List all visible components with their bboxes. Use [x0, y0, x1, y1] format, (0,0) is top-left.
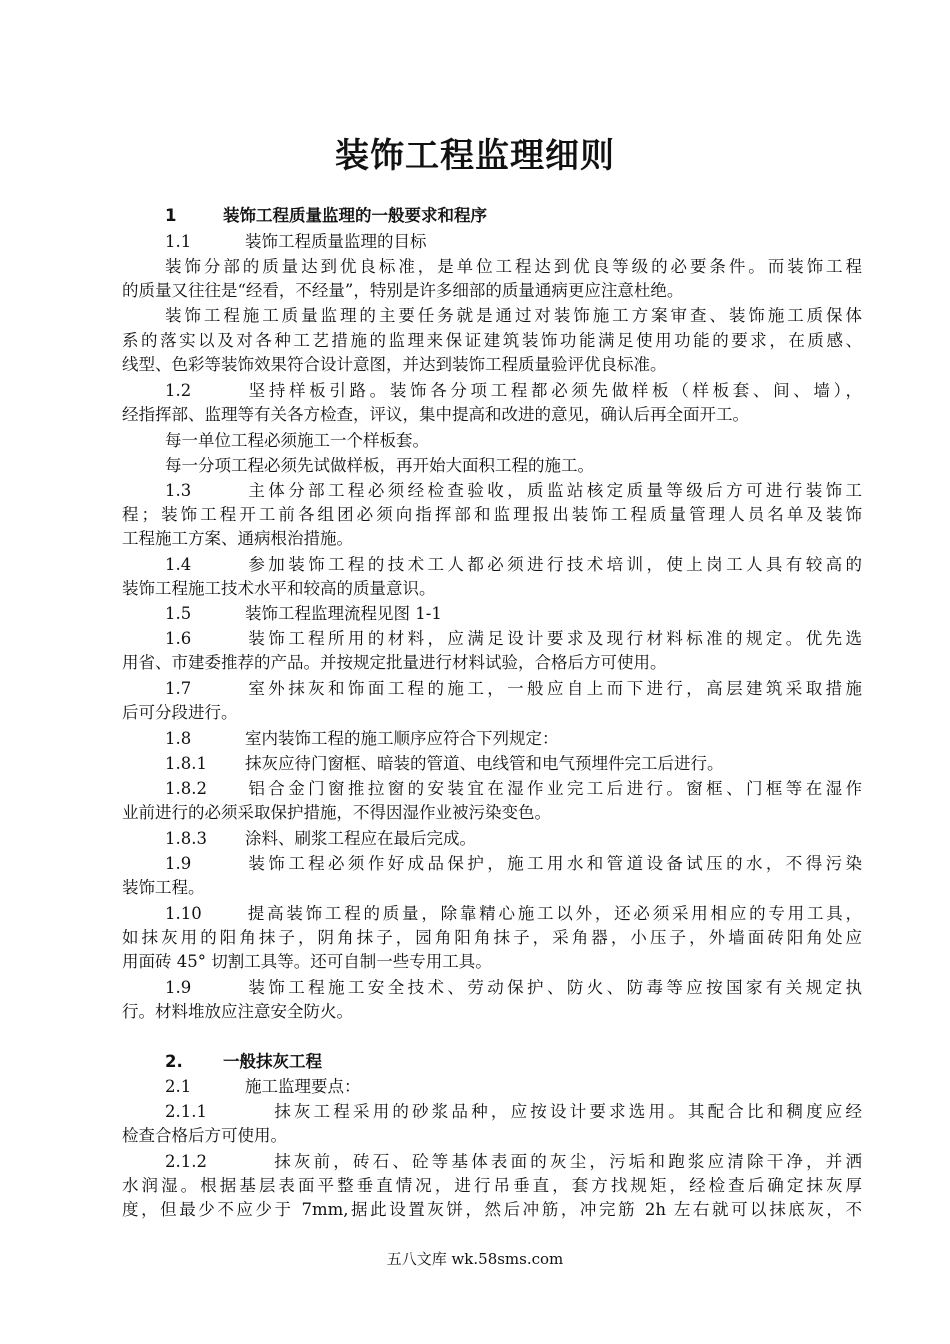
section-1-10-line-1: 1.10 提高装饰工程的质量，除靠精心施工以外，还必须采用相应的专用工具， — [165, 904, 862, 923]
section-2-1-2-line-2: 水润湿。根据基层表面平整垂直情况，进行吊垂直，套方找规矩，经检查后确定抹灰厚 — [122, 1176, 862, 1195]
section-1-8: 1.8 室内装饰工程的施工顺序应符合下列规定： — [165, 729, 559, 748]
section-1-8-2-line-2: 业前进行的必须采取保护措施，不得因湿作业被污染变色。 — [122, 803, 551, 822]
section-1-8-2-line-1: 1.8.2 铝合金门窗推拉窗的安装宜在湿作业完工后进行。窗框、门框等在湿作 — [165, 779, 862, 798]
section-1-2-line-2: 经指挥部、监理等有关各方检查，评议，集中提高和改进的意见，确认后再全面开工。 — [122, 405, 749, 424]
footer-watermark: 五八文库 wk.58sms.com — [386, 1250, 564, 1268]
section-1-3-line-1: 1.3 主体分部工程必须经检查验收，质监站核定质量等级后方可进行装饰工 — [165, 481, 862, 500]
paragraph-2-line-3: 线型、色彩等装饰效果符合设计意图，并达到装饰工程质量验评优良标准。 — [122, 355, 667, 374]
section-1-8-1: 1.8.1 抹灰应待门窗框、暗装的管道、电线管和电气预埋件完工后进行。 — [165, 754, 724, 773]
paragraph-4: 每一分项工程必须先试做样板，再开始大面积工程的施工。 — [165, 456, 594, 475]
section-1-6-line-1: 1.6 装饰工程所用的材料，应满足设计要求及现行材料标准的规定。优先选 — [165, 629, 862, 648]
section-1-8-3: 1.8.3 涂料、刷浆工程应在最后完成。 — [165, 829, 476, 848]
paragraph-2-line-2: 系的落实以及对各种工艺措施的监理来保证建筑装饰功能满足使用功能的要求，在质感、 — [122, 331, 862, 350]
paragraph-2-line-1: 装饰工程施工质量监理的主要任务就是通过对装饰施工方案审查、装饰施工质保体 — [165, 306, 862, 325]
section-1-7-line-2: 后可分段进行。 — [122, 703, 238, 722]
section-1-3-line-2: 程；装饰工程开工前各组团必须向指挥部和监理报出装饰工程质量管理人员名单及装饰 — [122, 505, 862, 524]
section-1-9-line-1: 1.9 装饰工程必须作好成品保护，施工用水和管道设备试压的水，不得污染 — [165, 854, 862, 873]
section-1-9b-line-2: 行。材料堆放应注意安全防火。 — [122, 1002, 353, 1021]
section-2-1-1-line-1: 2.1.1 抹灰工程采用的砂浆品种，应按设计要求选用。其配合比和稠度应经 — [165, 1102, 862, 1121]
section-1-4-line-2: 装饰工程施工技术水平和较高的质量意识。 — [122, 579, 436, 598]
section-1-heading: 1 装饰工程质量监理的一般要求和程序 — [165, 206, 487, 225]
section-1-6-line-2: 用省、市建委推荐的产品。并按规定批量进行材料试验，合格后方可使用。 — [122, 653, 667, 672]
section-2-1: 2.1 施工监理要点： — [165, 1077, 361, 1096]
section-1-7-line-1: 1.7 室外抹灰和饰面工程的施工，一般应自上而下进行，高层建筑采取措施 — [165, 679, 862, 698]
section-2-heading: 2. 一般抹灰工程 — [165, 1052, 322, 1071]
section-1-9b-line-1: 1.9 装饰工程施工安全技术、劳动保护、防火、防毒等应按国家有关规定执 — [165, 978, 862, 997]
section-1-10-line-2: 如抹灰用的阳角抹子，阴角抹子，园角阳角抹子，采角器，小压子，外墙面砖阳角处应 — [122, 928, 862, 947]
page-title: 装饰工程监理细则 — [335, 136, 615, 176]
paragraph-1-line-2: 的质量又往往是“经看，不经量”，特别是许多细部的质量通病更应注意杜绝。 — [122, 281, 684, 300]
section-1-2-line-1: 1.2 坚持样板引路。装饰各分项工程都必须先做样板（样板套、间、墙）， — [165, 381, 862, 400]
section-1-3-line-3: 工程施工方案、通病根治措施。 — [122, 529, 353, 548]
paragraph-1-line-1: 装饰分部的质量达到优良标准，是单位工程达到优良等级的必要条件。而装饰工程 — [165, 257, 862, 276]
section-1-4-line-1: 1.4 参加装饰工程的技术工人都必须进行技术培训，使上岗工人具有较高的 — [165, 555, 862, 574]
section-1-9-line-2: 装饰工程。 — [122, 878, 205, 897]
section-1-10-line-3: 用面砖 45° 切割工具等。还可自制一些专用工具。 — [122, 952, 492, 971]
paragraph-3: 每一单位工程必须施工一个样板套。 — [165, 431, 429, 450]
section-2-1-2-line-1: 2.1.2 抹灰前，砖石、砼等基体表面的灰尘，污垢和跑浆应清除干净，并洒 — [165, 1152, 862, 1171]
section-2-1-2-line-3: 度，但最少不应少于 7mm,据此设置灰饼，然后冲筋，冲完筋 2h 左右就可以抹底灰，不 — [122, 1200, 862, 1219]
section-1-5: 1.5 装饰工程监理流程见图 1-1 — [165, 604, 442, 623]
section-2-1-1-line-2: 检查合格后方可使用。 — [122, 1126, 287, 1145]
section-1-1: 1.1 装饰工程质量监理的目标 — [165, 232, 427, 251]
